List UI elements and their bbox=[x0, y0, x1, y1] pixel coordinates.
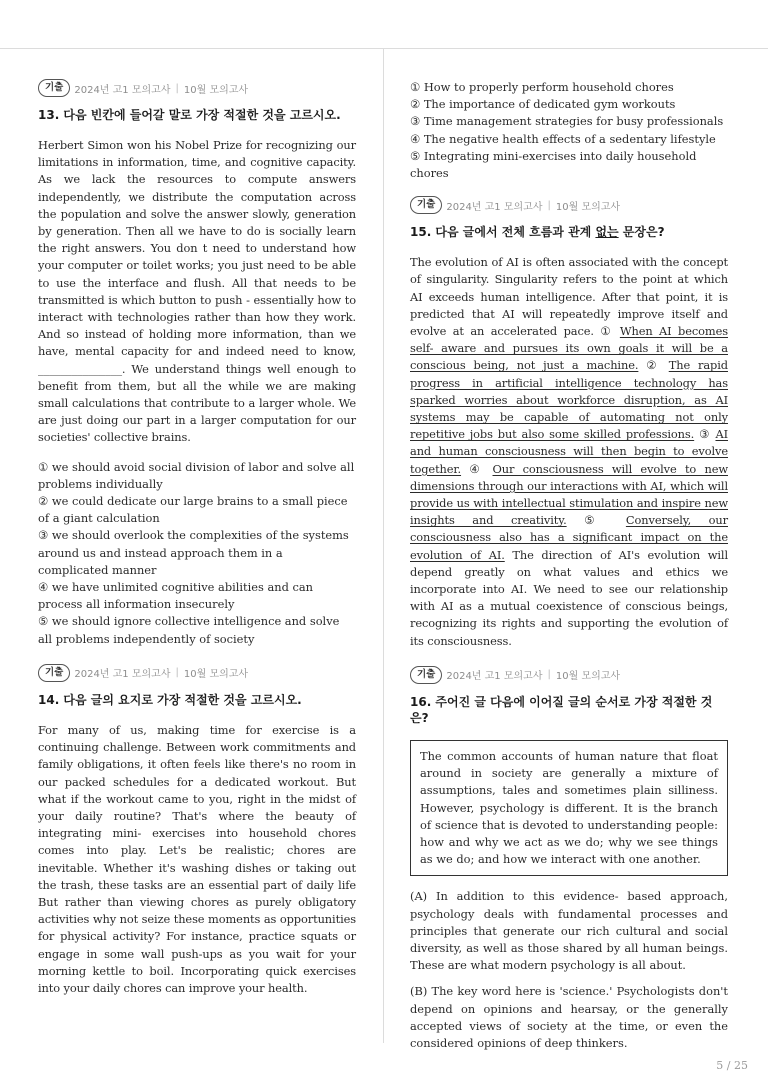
question-15 bbox=[410, 196, 728, 650]
question-16 bbox=[410, 666, 728, 1052]
exam-tag: 기출 bbox=[410, 666, 442, 684]
meta-separator: | bbox=[175, 667, 179, 679]
exam-tag: 기출 bbox=[410, 196, 442, 214]
column-divider bbox=[383, 48, 384, 1043]
choice-3[interactable]: ③ Time management strategies for busy professionals bbox=[410, 114, 724, 129]
choice-4[interactable]: ④ The negative health effects of a sedentary lifestyle bbox=[410, 131, 716, 146]
exam-month: 10월 모의고사 bbox=[555, 201, 621, 213]
sentence-number-4: ④ bbox=[469, 461, 485, 476]
sentence-3[interactable]: AI and human consciousness will then begin to evolve together. bbox=[410, 427, 728, 476]
paragraph-b: (B) The key word here is 'science.' Psychologists don't depend on opinions and hearsay, or the generally accepted views of society at the time, or even the considered opinions of deep thinkers. bbox=[410, 984, 728, 1050]
sentence-number-1: ① bbox=[600, 324, 614, 339]
given-passage-box: The common accounts of human nature that float around in society are generally a mixture of assumptions, tales and sometimes plain silliness. However, psychology is different. It is the branch of science that is devoted to understanding people: how and why we act as we do; why we see things as we do; and how we interact with one another. bbox=[410, 740, 728, 876]
exam-source: 2024년 고1 모의고사 bbox=[74, 84, 171, 96]
title-emphasis: 없는 bbox=[595, 225, 619, 240]
title-text-end: 문장은? bbox=[618, 225, 665, 240]
meta-separator: | bbox=[175, 82, 179, 94]
choice-5[interactable]: ⑤ Integrating mini-exercises into daily household chores bbox=[410, 148, 697, 181]
sentence-4[interactable]: Our consciousness will evolve to new dimensions through our interactions with AI, which will provide us with intellectual stimulation and inspire new insights and creativity. bbox=[410, 461, 728, 528]
question-passage: Herbert Simon won his Nobel Prize for recognizing our limitations in information, time, and cognitive capacity. As we lack the resources to compute answers independently, we distribute the computation across the population and solve the answer slowly, generation by generation. Then all we have to do is socially learn the right answers. You don t need to understand how your computer or toilet works; you just need to be able to use the interface and flush. All that needs to be transmitted is which button to push - essentially how to interact with technologies rather than how they work. And so instead of holding more information, than we have, mental capacity for and indeed need to know, _______________. We understand things well enough to benefit from them, but all the while we are making small calculations that contribute to a larger whole. We are just doing our part in a larger computation for our societies' collective brains. bbox=[38, 138, 356, 445]
exam-tag: 기출 bbox=[38, 664, 70, 682]
meta-separator: | bbox=[547, 199, 551, 211]
exam-source: 2024년 고1 모의고사 bbox=[74, 669, 171, 681]
left-column bbox=[38, 79, 356, 997]
sentence-number-3: ③ bbox=[699, 427, 711, 442]
exam-tag: 기출 bbox=[38, 79, 70, 97]
sentence-number-2: ② bbox=[646, 358, 661, 373]
question-13 bbox=[38, 79, 356, 648]
question-meta bbox=[410, 666, 728, 684]
sentence-5[interactable]: Conversely, our consciousness also has a significant impact on the evolution of AI. bbox=[410, 513, 728, 562]
answer-choices-q14 bbox=[410, 79, 728, 182]
sentence-number-5: ⑤ bbox=[584, 513, 609, 528]
meta-separator: | bbox=[547, 669, 551, 681]
page-number: 5 / 25 bbox=[716, 1059, 748, 1072]
exam-month: 10월 모의고사 bbox=[183, 669, 249, 681]
exam-source: 2024년 고1 모의고사 bbox=[446, 201, 543, 213]
question-passage: For many of us, making time for exercise is a continuing challenge. Between work commitments and family obligations, it often feels like there's no room in our packed schedules for a dedicated workout. But what if the workout came to you, right in the midst of your daily routine? That's where the beauty of integrating mini- exercises into household chores comes into play. Let's be realistic; chores are inevitable. Whether it's washing dishes or taking out the trash, these tasks are an essential part of daily life But rather than viewing chores as purely obligatory activities why not seize these moments as opportunities for physical activity? For instance, practice squats or engage in some wall push-ups as you wait for your morning kettle to boil. Incorporating quick exercises into your daily chores can improve your health. bbox=[38, 722, 356, 995]
choice-4[interactable]: ④ we have unlimited cognitive abilities and can process all information insecurely bbox=[38, 580, 314, 612]
question-title: 16. 주어진 글 다음에 이어질 글의 순서로 가장 적절한 것은? bbox=[410, 694, 713, 725]
sentence-2[interactable]: The rapid progress in artificial intelligence technology has sparked worries about workforce disruption, as AI systems may be capable of automating not only repetitive jobs but also some skilled professions. bbox=[410, 358, 728, 442]
sentence-1[interactable]: When AI becomes self- aware and pursues its own goals it will be a conscious being, not just a machine. bbox=[410, 324, 728, 373]
title-text: 15. 다음 글에서 전체 흐름과 관계 bbox=[410, 225, 596, 240]
question-meta bbox=[38, 664, 356, 682]
question-passage bbox=[410, 254, 728, 650]
choice-3[interactable]: ③ we should overlook the complexities of the systems around us and instead approach them in a complicated manner bbox=[38, 528, 349, 577]
choice-2[interactable]: ② The importance of dedicated gym workouts bbox=[410, 97, 676, 112]
right-column bbox=[410, 79, 728, 1052]
header-rule bbox=[0, 48, 768, 49]
paragraph-a: (A) In addition to this evidence- based approach, psychology deals with fundamental processes and principles that generate our rich cultural and social diversity, as well as those shared by all human beings. These are what modern psychology is all about. bbox=[410, 889, 728, 973]
question-meta bbox=[38, 79, 356, 97]
exam-month: 10월 모의고사 bbox=[555, 671, 621, 683]
question-title: 14. 다음 글의 요지로 가장 적절한 것을 고르시오. bbox=[38, 692, 302, 707]
exam-month: 10월 모의고사 bbox=[183, 84, 249, 96]
passage-intro: The evolution of AI is often associated with the concept of singularity. Singularity refers to the point at which AI exceeds human intelligence. After that point, it is predicted that AI will repeatedly improve itself and evolve at an accelerated pace. bbox=[410, 255, 728, 339]
choice-2[interactable]: ② we could dedicate our large brains to a small piece of a giant calculation bbox=[38, 494, 348, 526]
choice-1[interactable]: ① we should avoid social division of labor and solve all problems individually bbox=[38, 459, 355, 491]
choice-5[interactable]: ⑤ we should ignore collective intelligence and solve all problems independently of society bbox=[38, 614, 340, 646]
question-title: 13. 다음 빈칸에 들어갈 말로 가장 적절한 것을 고르시오. bbox=[38, 108, 341, 122]
choice-1[interactable]: ① How to properly perform household chores bbox=[410, 80, 674, 94]
answer-choices bbox=[38, 459, 356, 648]
exam-source: 2024년 고1 모의고사 bbox=[446, 671, 543, 683]
question-title bbox=[410, 224, 728, 240]
question-14 bbox=[38, 664, 356, 997]
passage-outro: The direction of AI's evolution will depend greatly on what values and ethics we incorporate into AI. We need to see our relationship with AI as a mutual coexistence of conscious beings, recognizing its rights and supporting the evolution of its consciousness. bbox=[410, 547, 728, 648]
question-meta bbox=[410, 196, 728, 214]
